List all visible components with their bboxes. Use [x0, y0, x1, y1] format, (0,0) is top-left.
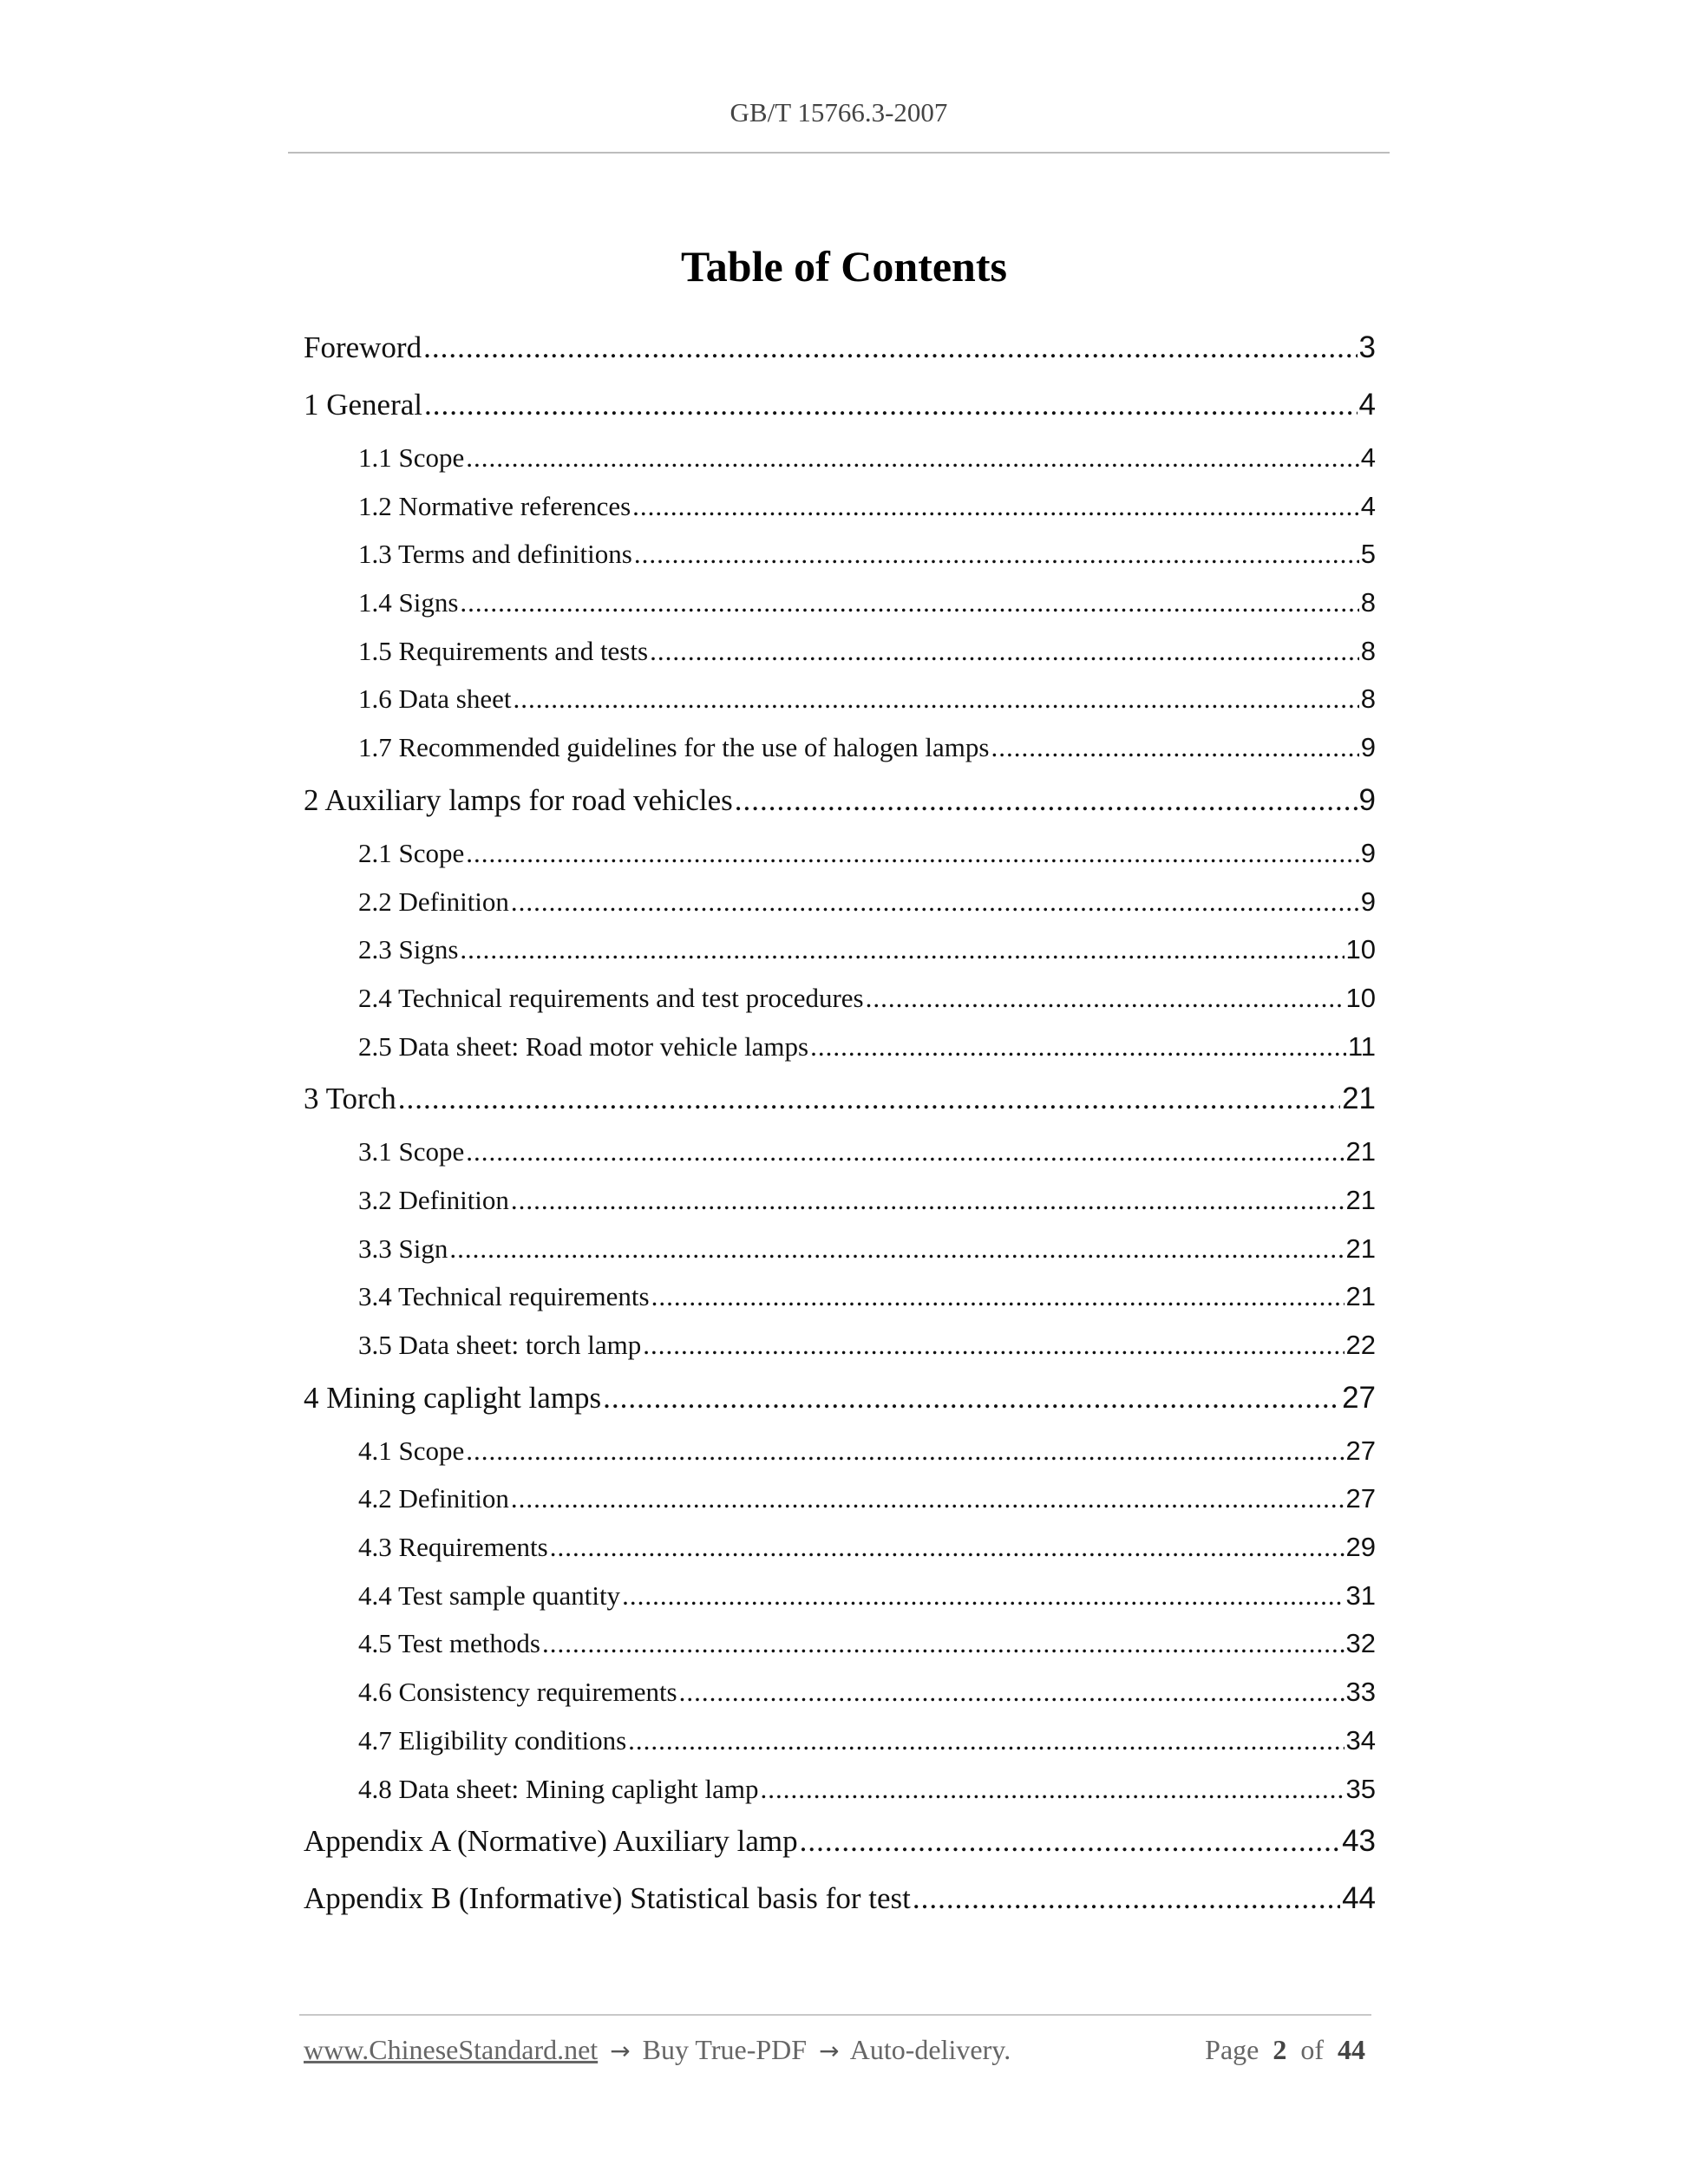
toc-entry-subsection[interactable] [304, 1023, 1376, 1071]
toc-dot-leader [650, 627, 1359, 676]
toc-entry-subsection[interactable] [304, 1619, 1376, 1668]
toc-dot-leader [651, 1272, 1345, 1321]
toc-entry-subsection[interactable] [304, 1225, 1376, 1273]
toc-entry-page: 9 [1360, 732, 1376, 763]
toc-entry-label: 2.2 Definition [358, 886, 509, 917]
toc-entry-label: 4.4 Test sample quantity [358, 1579, 621, 1611]
toc-entry-label: 1 General [304, 388, 423, 422]
toc-entry-section[interactable] [304, 1370, 1376, 1427]
toc-entry-label: 2.1 Scope [358, 837, 465, 868]
toc-entry-section[interactable] [304, 772, 1376, 829]
toc-entry-subsection[interactable] [304, 675, 1376, 723]
toc-entry-label: 3.3 Sign [358, 1233, 448, 1264]
toc-entry-subsection[interactable] [304, 579, 1376, 627]
toc-entry-page: 21 [1345, 1281, 1376, 1312]
toc-entry-label: 4.2 Definition [358, 1483, 509, 1514]
toc-entry-page: 29 [1345, 1532, 1376, 1563]
toc-dot-leader [449, 1225, 1344, 1273]
toc-entry-subsection[interactable] [304, 723, 1376, 772]
toc-entry-subsection[interactable] [304, 1765, 1376, 1814]
toc-dot-leader [511, 1475, 1345, 1523]
toc-entry-page: 9 [1360, 837, 1376, 868]
toc-entry-page: 3 [1358, 330, 1376, 364]
toc-entry-label: 2.3 Signs [358, 934, 459, 965]
toc-entry-subsection[interactable] [304, 925, 1376, 974]
toc-title: Table of Contents [681, 242, 1007, 291]
toc-dot-leader [398, 1070, 1340, 1128]
toc-entry-label: 3.1 Scope [358, 1136, 465, 1167]
toc-entry-label: 3.5 Data sheet: torch lamp [358, 1330, 642, 1360]
buy-pdf-text: Buy True-PDF [642, 2034, 808, 2065]
toc-entry-page: 11 [1347, 1030, 1376, 1062]
footer-divider [299, 2014, 1371, 2016]
header-divider [288, 152, 1390, 154]
toc-entry-label: 4.5 Test methods [358, 1628, 540, 1659]
toc-dot-leader [760, 1765, 1344, 1814]
toc-dot-leader [800, 1813, 1340, 1870]
toc-dot-leader [810, 1023, 1346, 1071]
toc-dot-leader [511, 1176, 1345, 1225]
toc-dot-leader [550, 1523, 1345, 1572]
toc-dot-leader [460, 579, 1358, 627]
page-number: 2 [1273, 2034, 1287, 2065]
toc-entry-page: 5 [1360, 539, 1376, 570]
document-id-header: GB/T 15766.3-2007 [730, 97, 948, 128]
toc-entry-subsection[interactable] [304, 627, 1376, 676]
toc-entry-label: 4.7 Eligibility conditions [358, 1724, 627, 1756]
toc-entry-page: 27 [1342, 1380, 1376, 1415]
toc-entry-subsection[interactable] [304, 974, 1376, 1023]
toc-entry-label: 1.2 Normative references [358, 490, 631, 521]
toc-entry-label: 3.4 Technical requirements [358, 1281, 650, 1312]
toc-entry-subsection[interactable] [304, 1272, 1376, 1321]
toc-entry-page: 31 [1345, 1579, 1376, 1611]
toc-dot-leader [466, 1128, 1344, 1176]
toc-entry-label: 4.8 Data sheet: Mining caplight lamp [358, 1773, 759, 1804]
toc-entry-section[interactable] [304, 1813, 1376, 1870]
toc-entry-subsection[interactable] [304, 1668, 1376, 1716]
page-footer [304, 2034, 1376, 2072]
toc-entry-page: 8 [1360, 587, 1376, 618]
table-of-contents [304, 319, 1376, 1927]
toc-entry-page: 34 [1345, 1724, 1376, 1756]
toc-entry-page: 32 [1345, 1628, 1376, 1659]
toc-dot-leader [460, 925, 1344, 974]
toc-entry-page: 4 [1360, 442, 1376, 473]
toc-entry-page: 35 [1345, 1773, 1376, 1804]
toc-entry-label: Appendix B (Informative) Statistical basis for test [304, 1881, 911, 1916]
toc-dot-leader [542, 1619, 1345, 1668]
toc-dot-leader [513, 675, 1358, 723]
toc-entry-section[interactable] [304, 376, 1376, 434]
toc-entry-page: 43 [1342, 1824, 1376, 1859]
toc-entry-label: 2.5 Data sheet: Road motor vehicle lamps [358, 1030, 809, 1062]
toc-entry-label: 4 Mining caplight lamps [304, 1380, 602, 1415]
total-pages: 44 [1338, 2034, 1365, 2065]
toc-entry-page: 9 [1360, 886, 1376, 917]
toc-dot-leader [628, 1716, 1344, 1765]
toc-dot-leader [679, 1668, 1345, 1716]
toc-dot-leader [466, 829, 1358, 878]
toc-dot-leader [913, 1870, 1340, 1927]
toc-entry-label: Appendix A (Normative) Auxiliary lamp [304, 1824, 798, 1859]
toc-entry-subsection[interactable] [304, 1176, 1376, 1225]
toc-entry-subsection[interactable] [304, 482, 1376, 531]
toc-entry-page: 21 [1345, 1233, 1376, 1264]
toc-entry-section[interactable] [304, 319, 1376, 376]
toc-dot-leader [511, 878, 1359, 926]
toc-entry-page: 33 [1345, 1677, 1376, 1708]
toc-entry-page: 27 [1345, 1483, 1376, 1514]
toc-dot-leader [466, 1427, 1344, 1475]
toc-entry-subsection[interactable] [304, 1523, 1376, 1572]
toc-dot-leader [632, 482, 1359, 531]
arrow-right-icon: → [819, 2037, 840, 2065]
arrow-right-icon: → [610, 2037, 631, 2065]
toc-entry-label: 1.7 Recommended guidelines for the use of halogen lamps [358, 732, 990, 763]
toc-dot-leader [643, 1321, 1344, 1370]
toc-entry-page: 21 [1345, 1184, 1376, 1215]
toc-entry-label: 4.3 Requirements [358, 1532, 548, 1563]
toc-entry-subsection[interactable] [304, 878, 1376, 926]
toc-entry-label: 4.1 Scope [358, 1435, 465, 1466]
toc-entry-label: 2.4 Technical requirements and test procedures [358, 982, 864, 1013]
toc-entry-label: 1.4 Signs [358, 587, 459, 618]
toc-entry-page: 21 [1345, 1136, 1376, 1167]
toc-entry-label: 1.1 Scope [358, 442, 465, 473]
toc-entry-label: 1.6 Data sheet [358, 683, 512, 715]
toc-dot-leader [424, 376, 1358, 434]
toc-dot-leader [603, 1370, 1340, 1427]
toc-entry-subsection[interactable] [304, 1572, 1376, 1620]
toc-entry-page: 4 [1358, 388, 1376, 422]
toc-entry-subsection[interactable] [304, 1716, 1376, 1765]
of-word: of [1300, 2034, 1324, 2065]
toc-entry-subsection[interactable] [304, 1475, 1376, 1523]
toc-dot-leader [634, 530, 1359, 579]
toc-dot-leader [735, 772, 1358, 829]
toc-entry-page: 8 [1360, 635, 1376, 666]
toc-dot-leader [466, 434, 1358, 482]
toc-entry-section[interactable] [304, 1070, 1376, 1128]
toc-entry-subsection[interactable] [304, 1128, 1376, 1176]
toc-entry-label: 2 Auxiliary lamps for road vehicles [304, 782, 733, 817]
toc-entry-page: 27 [1345, 1435, 1376, 1466]
toc-dot-leader [423, 319, 1357, 376]
toc-entry-page: 8 [1360, 683, 1376, 715]
page-counter [1205, 2034, 1365, 2066]
toc-entry-page: 10 [1345, 934, 1376, 965]
toc-entry-page: 21 [1342, 1082, 1376, 1116]
toc-entry-page: 10 [1345, 982, 1376, 1013]
toc-entry-page: 22 [1345, 1330, 1376, 1360]
toc-entry-label: 3 Torch [304, 1082, 396, 1116]
site-link[interactable]: www.ChineseStandard.net [304, 2034, 599, 2065]
toc-entry-section[interactable] [304, 1870, 1376, 1927]
toc-entry-subsection[interactable] [304, 1321, 1376, 1370]
toc-entry-label: Foreword [304, 330, 422, 364]
toc-entry-label: 1.5 Requirements and tests [358, 635, 649, 666]
toc-entry-label: 1.3 Terms and definitions [358, 539, 632, 570]
toc-dot-leader [991, 723, 1358, 772]
toc-entry-page: 44 [1342, 1881, 1376, 1916]
auto-delivery-text: Auto-delivery. [849, 2034, 1011, 2065]
toc-dot-leader [622, 1572, 1344, 1620]
toc-entry-page: 4 [1360, 490, 1376, 521]
toc-entry-subsection[interactable] [304, 829, 1376, 878]
footer-left [304, 2034, 1011, 2066]
toc-entry-label: 4.6 Consistency requirements [358, 1677, 677, 1708]
page-word: Page [1205, 2034, 1259, 2065]
toc-entry-label: 3.2 Definition [358, 1184, 509, 1215]
toc-entry-subsection[interactable] [304, 530, 1376, 579]
toc-entry-page: 9 [1358, 782, 1376, 817]
toc-entry-subsection[interactable] [304, 434, 1376, 482]
toc-entry-subsection[interactable] [304, 1427, 1376, 1475]
toc-dot-leader [866, 974, 1345, 1023]
